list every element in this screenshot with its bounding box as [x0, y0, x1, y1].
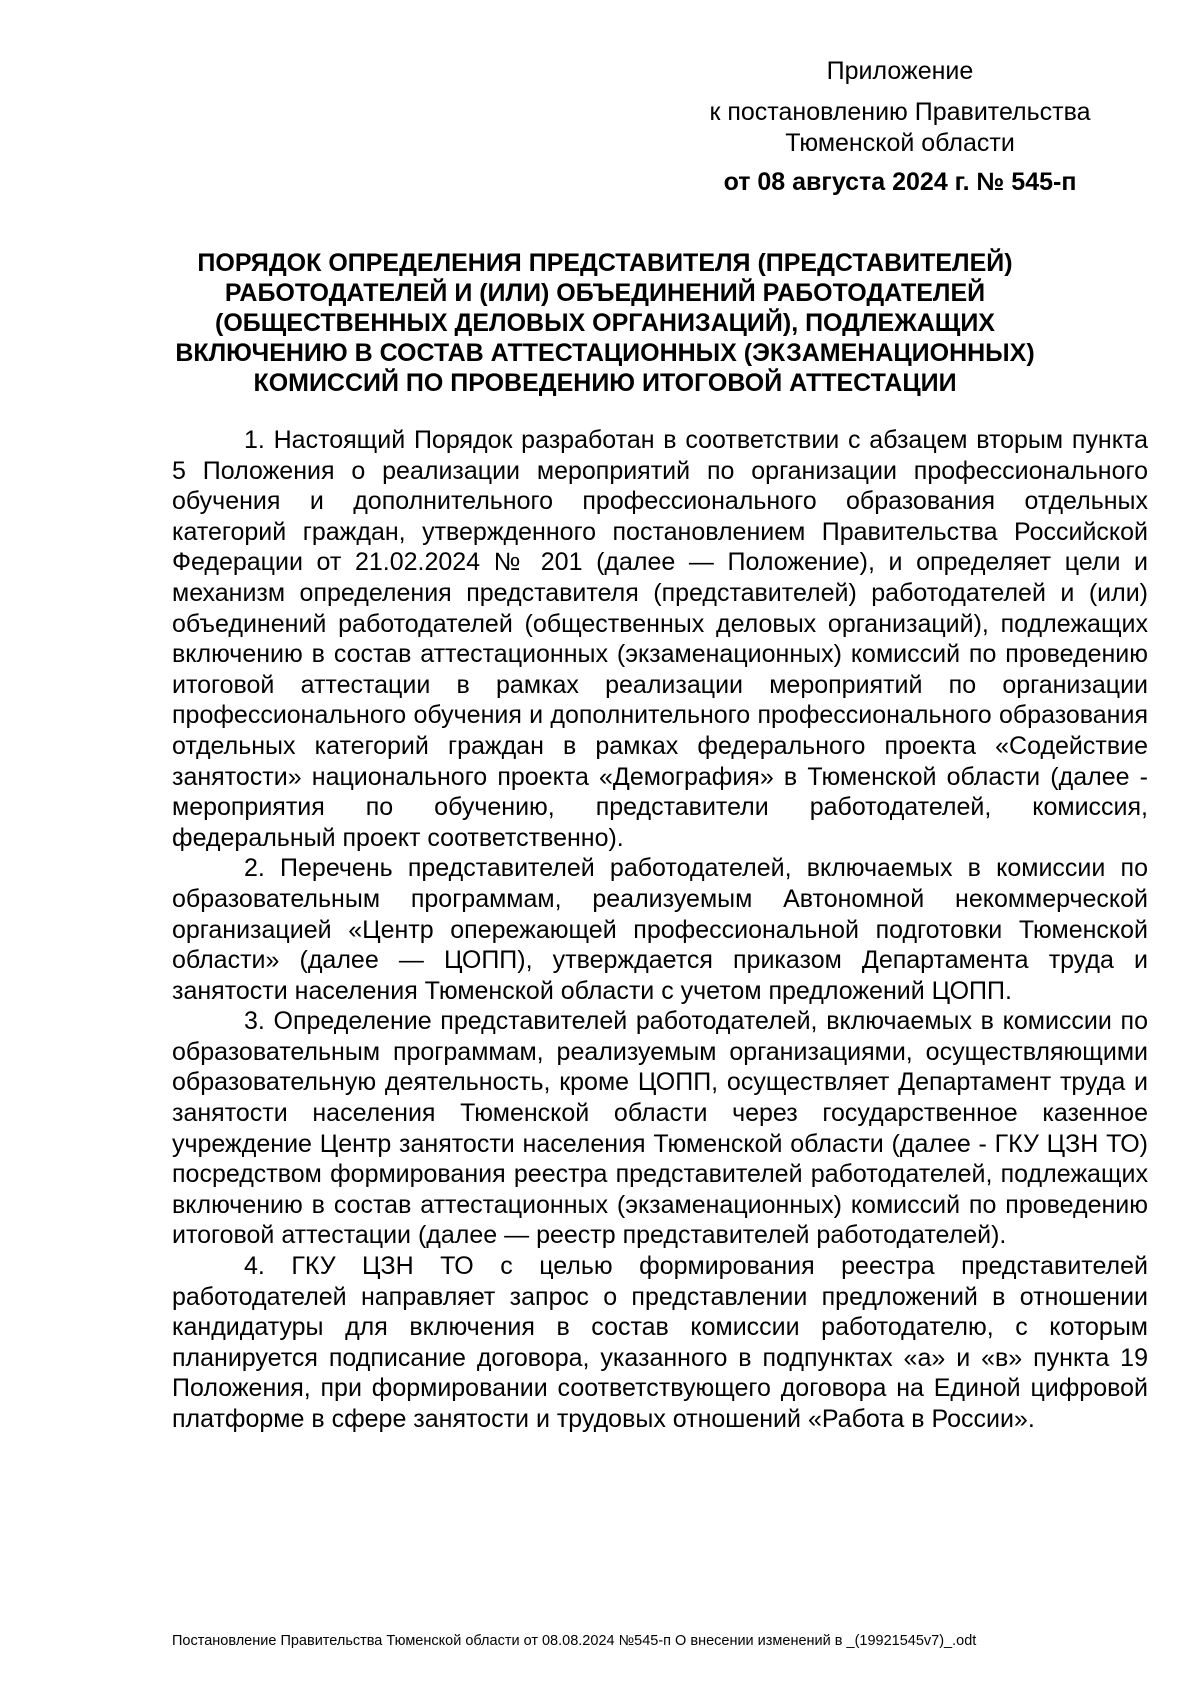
- appendix-header: [640, 56, 1160, 198]
- paragraph-3: 3. Определение представителей работодателей, включаемых в комиссии по образовательным программам, реализуемым организациями, осуществляющими образовательную деятельность, кроме ЦОПП, осуществляет Департамент труда и занятости населения Тюменской области через государственное казенное учреждение Центр занятости населения Тюменской области (далее - ГКУ ЦЗН ТО) посредством формирования реестра представителей работодателей, подлежащих включению в состав аттестационных (экзаменационных) комиссий по проведению итоговой аттестации (далее — реестр представителей работодателей).: [172, 1007, 1148, 1250]
- decree-date-number: от 08 августа 2024 г. № 545-п: [723, 168, 1077, 196]
- paragraph-1: 1. Настоящий Порядок разработан в соответствии с абзацем вторым пункта 5 Положения о реализации мероприятий по организации профессионального обучения и дополнительного профессионального образования отдельных категорий граждан, утвержденного постановлением Правительства Российской Федерации от 21.02.2024 № 201 (далее — Положение), и определяет цели и механизм определения представителя (представителей) работодателей и (или) объединений работодателей (общественных деловых организаций), подлежащих включению в состав аттестационных (экзаменационных) комиссий по проведению итоговой аттестации в рамках реализации мероприятий по организации профессионального обучения и дополнительного профессионального образования отдельных категорий граждан в рамках федерального проекта «Содействие занятости» национального проекта «Демография» в Тюменской области (далее - мероприятия по обучению, представители работодателей, комиссия, федеральный проект соответственно).: [172, 426, 1148, 852]
- title-line: ПОРЯДОК ОПРЕДЕЛЕНИЯ ПРЕДСТАВИТЕЛЯ (ПРЕДСТАВИТЕЛЕЙ): [197, 249, 1013, 277]
- appendix-ref-line-1: к постановлению Правительства: [709, 98, 1091, 126]
- title-line: РАБОТОДАТЕЛЕЙ И (ИЛИ) ОБЪЕДИНЕНИЙ РАБОТОДАТЕЛЕЙ: [224, 279, 986, 307]
- appendix-label: Приложение: [826, 57, 974, 85]
- appendix-ref-line-2: Тюменской области: [785, 129, 1015, 157]
- document-body: [172, 425, 1148, 1435]
- paragraph-2: 2. Перечень представителей работодателей, включаемых в комиссии по образовательным программам, реализуемым Автономной некоммерческой организацией «Центр опережающей профессиональной подготовки Тюменской области» (далее — ЦОПП), утверждается приказом Департамента труда и занятости населения Тюменской области с учетом предложений ЦОПП.: [172, 854, 1148, 1005]
- title-line: ВКЛЮЧЕНИЮ В СОСТАВ АТТЕСТАЦИОННЫХ (ЭКЗАМЕНАЦИОННЫХ): [175, 339, 1035, 367]
- document-title: [160, 248, 1050, 398]
- page-footer: Постановление Правительства Тюменской области от 08.08.2024 №545-п О внесении изменений в _(19921545v7)_.odt: [172, 1633, 977, 1649]
- paragraph-4: 4. ГКУ ЦЗН ТО с целью формирования реестра представителей работодателей направляет запрос о представлении предложений в отношении кандидатуры для включения в состав комиссии работодателю, с которым планируется подписание договора, указанного в подпунктах «а» и «в» пункта 19 Положения, при формировании соответствующего договора на Единой цифровой платформе в сфере занятости и трудовых отношений «Работа в России».: [172, 1252, 1148, 1433]
- title-line: (ОБЩЕСТВЕННЫХ ДЕЛОВЫХ ОРГАНИЗАЦИЙ), ПОДЛЕЖАЩИХ: [215, 309, 995, 337]
- title-line: КОМИССИЙ ПО ПРОВЕДЕНИЮ ИТОГОВОЙ АТТЕСТАЦИИ: [253, 369, 957, 397]
